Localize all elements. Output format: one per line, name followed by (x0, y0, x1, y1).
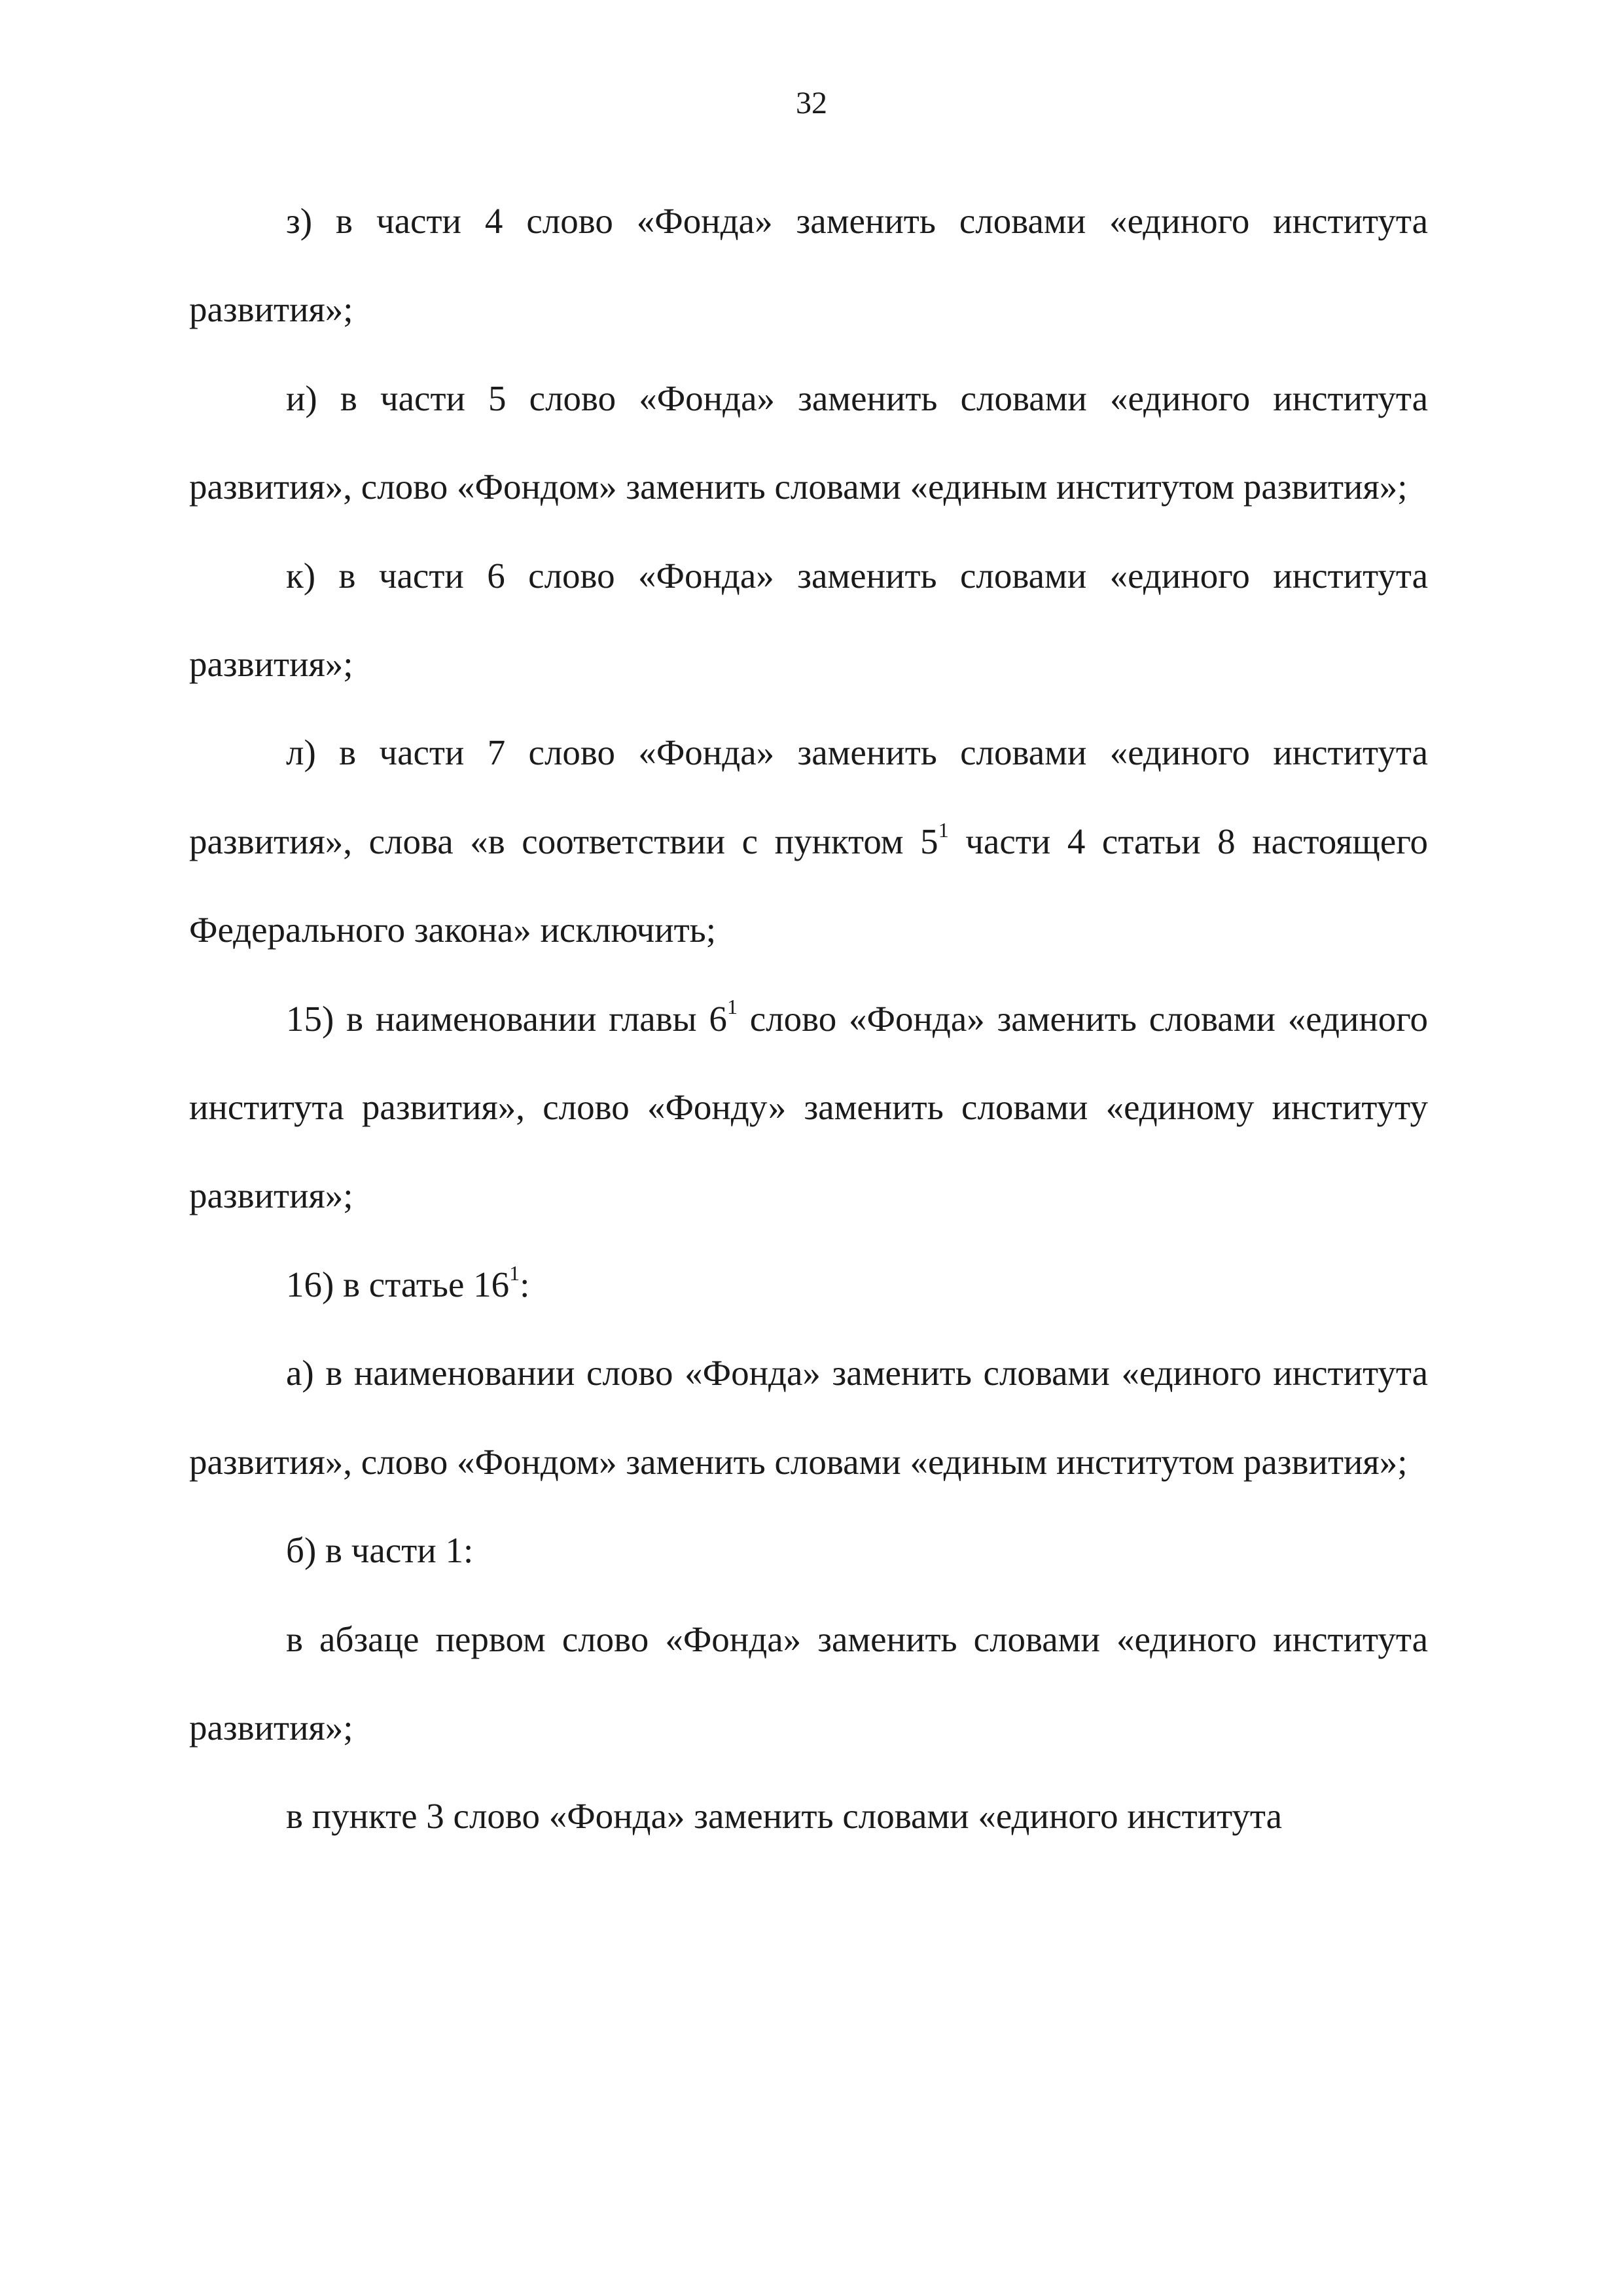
paragraph-l (189, 708, 1428, 974)
paragraph-a: а) в наименовании слово «Фонда» заменить словами «единого института развития», слово «Фондом» заменить словами «единым институтом развития»; (189, 1353, 1428, 1482)
paragraph-punkt-3: в пункте 3 слово «Фонда» заменить словами «единого института (286, 1796, 1283, 1837)
paragraph-l-text-after: части 4 статьи 8 настоящего Федерального закона» исключить; (189, 821, 1429, 950)
paragraph-l-superscript: 1 (938, 817, 949, 842)
paragraph-i: и) в части 5 слово «Фонда» заменить словами «единого института развития», слово «Фондом» заменить словами «единым институтом развития»; (189, 378, 1428, 507)
paragraph-z: з) в части 4 слово «Фонда» заменить словами «единого института развития»; (189, 201, 1428, 330)
document-body (189, 177, 1428, 1861)
paragraph-b: б) в части 1: (286, 1530, 474, 1571)
paragraph-16-text-after: : (520, 1264, 530, 1304)
paragraph-15-text-before: 15) в наименовании главы 6 (286, 998, 727, 1039)
paragraph-abzac-pervyi: в абзаце первом слово «Фонда» заменить словами «единого института развития»; (189, 1619, 1428, 1748)
paragraph-16-text-before: 16) в статье 16 (286, 1264, 510, 1304)
page-number: 32 (796, 86, 827, 120)
paragraph-15 (189, 975, 1428, 1240)
paragraph-15-superscript: 1 (726, 995, 738, 1019)
paragraph-16-superscript: 1 (509, 1261, 520, 1285)
paragraph-15-text-after: слово «Фонда» заменить словами «единого института развития», слово «Фонду» заменить словами «единому институту развития»; (189, 998, 1428, 1216)
paragraph-k: к) в части 6 слово «Фонда» заменить словами «единого института развития»; (189, 555, 1428, 685)
paragraph-16 (189, 1240, 1428, 1329)
paragraph-l-text-before: л) в части 7 слово «Фонда» заменить словами «единого института развития», слова «в соответствии с пунктом 5 (189, 732, 1428, 861)
